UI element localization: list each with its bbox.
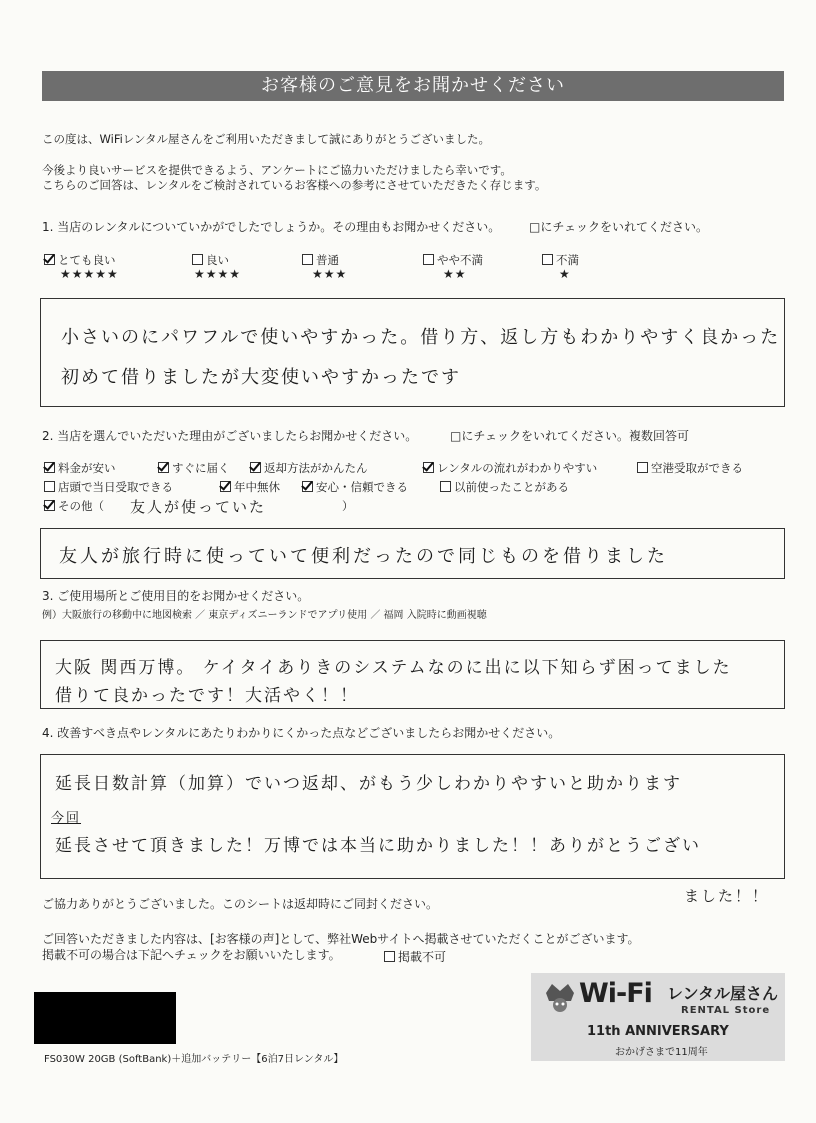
q1-stars-1: ★ bbox=[559, 267, 571, 281]
q2-other-close: ） bbox=[342, 499, 354, 513]
q1-option-good[interactable]: 良い bbox=[192, 252, 229, 268]
q1-stars-3: ★★★ bbox=[312, 267, 348, 281]
q4-answer-line-2: 延長させて頂きました！万博では本当に助かりました！！ありがとうござい bbox=[55, 836, 701, 856]
q2-option-price[interactable]: 料金が安い bbox=[44, 460, 116, 476]
checkbox-checked-icon[interactable] bbox=[220, 481, 231, 492]
q2-option-clear-flow[interactable]: レンタルの流れがわかりやすい bbox=[423, 460, 597, 476]
checkbox-checked-icon[interactable] bbox=[302, 481, 313, 492]
q2-question: 2. 当店を選んでいただいた理由がございましたらお聞かせください。 bbox=[42, 429, 418, 443]
q1-answer-box[interactable] bbox=[40, 298, 785, 407]
checkbox-icon[interactable] bbox=[542, 254, 553, 265]
q1-option-dissatisfied[interactable]: 不満 bbox=[542, 252, 579, 268]
q2-option-other[interactable]: その他（ bbox=[44, 498, 104, 514]
q1-hint: □にチェックをいれてください。 bbox=[529, 220, 708, 234]
intro-line-2: 今後より良いサービスを提供できるよう、アンケートにご協力いただけましたら幸いです。 bbox=[42, 163, 512, 177]
q4-question: 4. 改善すべき点やレンタルにあたりわかりにくかった点などございましたらお聞かせください。 bbox=[42, 726, 561, 740]
q3-answer-line-1: 大阪 関西万博。 ケイタイありきのシステムなのに出に以下知らず困ってました bbox=[55, 658, 732, 678]
checkbox-icon[interactable] bbox=[192, 254, 203, 265]
checkbox-checked-icon[interactable] bbox=[44, 500, 55, 511]
checkbox-checked-icon[interactable] bbox=[44, 462, 55, 473]
q4-answer-line-3: ました！！ bbox=[684, 887, 770, 905]
q3-example: 例）大阪旅行の移動中に地図検索 ／ 東京ディズニーランドでアプリ使用 ／ 福岡 入院時に動画視聴 bbox=[42, 610, 487, 621]
checkbox-icon[interactable] bbox=[44, 481, 55, 492]
q2-option-used-before[interactable]: 以前使ったことがある bbox=[440, 479, 569, 495]
q2-option-airport-pickup[interactable]: 空港受取ができる bbox=[637, 460, 743, 476]
q1-option-very-good[interactable]: とても良い bbox=[44, 252, 116, 268]
q3-answer-box[interactable] bbox=[40, 640, 785, 709]
q2-option-trustworthy[interactable]: 安心・信頼できる bbox=[302, 479, 408, 495]
logo-rental-text: レンタル屋さん bbox=[667, 984, 778, 1003]
page-title: お客様のご意見をお聞かせください bbox=[42, 71, 784, 101]
logo-okage-text: おかげさまで11周年 bbox=[615, 1047, 708, 1058]
publish-optout-notice: 掲載不可の場合は下記へチェックをお願いいたします。 bbox=[42, 948, 341, 962]
checkbox-checked-icon[interactable] bbox=[158, 462, 169, 473]
q2-option-fast-delivery[interactable]: すぐに届く bbox=[158, 460, 230, 476]
publish-notice: ご回答いただきました内容は、[お客様の声]として、弊社Webサイトへ掲載させていただくことがございます。 bbox=[42, 932, 640, 946]
product-info: FS030W 20GB (SoftBank)＋追加バッテリー【6泊7日レンタル】 bbox=[44, 1054, 344, 1065]
intro-line-1: この度は、WiFiレンタル屋さんをご利用いただきまして誠にありがとうございました。 bbox=[42, 132, 491, 146]
q1-answer-line-1: 小さいのにパワフルで使いやすかった。借り方、返し方もわかりやすく良かった bbox=[61, 327, 781, 348]
q1-stars-5: ★★★★★ bbox=[60, 267, 119, 281]
q1-question: 1. 当店のレンタルについていかがでしたでしょうか。その理由もお聞かせください。 bbox=[42, 220, 501, 234]
logo-store-text: RENTAL Store bbox=[681, 1005, 771, 1016]
q2-answer: 友人が旅行時に使っていて便利だったので同じものを借りました bbox=[59, 546, 668, 567]
checkbox-checked-icon[interactable] bbox=[250, 462, 261, 473]
intro-line-3: こちらのご回答は、レンタルをご検討されているお客様への参考にさせていただきたく存じます。 bbox=[42, 178, 547, 192]
logo-anniversary-text: 11th ANNIVERSARY bbox=[587, 1024, 729, 1039]
thanks-text: ご協力ありがとうございました。このシートは返却時にご同封ください。 bbox=[42, 897, 439, 911]
q1-option-somewhat-dissatisfied[interactable]: やや不満 bbox=[423, 252, 483, 268]
checkbox-checked-icon[interactable] bbox=[423, 462, 434, 473]
checkbox-checked-icon[interactable] bbox=[44, 254, 55, 265]
q1-answer-line-2: 初めて借りましたが大変使いやすかったです bbox=[61, 367, 461, 388]
checkbox-icon[interactable] bbox=[637, 462, 648, 473]
no-publish-checkbox[interactable]: 掲載不可 bbox=[384, 948, 446, 965]
crown-mascot-icon bbox=[543, 981, 577, 1013]
redacted-block bbox=[34, 992, 176, 1044]
q2-option-open-all-year[interactable]: 年中無休 bbox=[220, 479, 280, 495]
q1-stars-2: ★★ bbox=[443, 267, 467, 281]
checkbox-icon[interactable] bbox=[440, 481, 451, 492]
q2-hint: □にチェックをいれてください。複数回答可 bbox=[450, 429, 689, 443]
brand-logo bbox=[531, 973, 785, 1061]
q4-answer-box[interactable] bbox=[40, 754, 785, 879]
q3-answer-line-2: 借りて良かったです！大活やく！！ bbox=[55, 686, 359, 706]
q1-option-average[interactable]: 普通 bbox=[302, 252, 339, 268]
checkbox-icon[interactable] bbox=[423, 254, 434, 265]
q2-option-same-day-store[interactable]: 店頭で当日受取できる bbox=[44, 479, 173, 495]
logo-wifi-text: Wi-Fi bbox=[579, 978, 652, 1009]
q4-answer-line-1: 延長日数計算（加算）でいつ返却、がもう少しわかりやすいと助かります bbox=[55, 774, 682, 794]
q2-other-text: 友人が使っていた bbox=[130, 498, 267, 516]
q3-question: 3. ご使用場所とご使用目的をお聞かせください。 bbox=[42, 589, 310, 603]
q1-stars-4: ★★★★ bbox=[194, 267, 242, 281]
q4-answer-note: 今回 bbox=[51, 811, 82, 826]
checkbox-icon[interactable] bbox=[384, 951, 395, 962]
q2-option-easy-return[interactable]: 返却方法がかんたん bbox=[250, 460, 368, 476]
q2-answer-box[interactable] bbox=[40, 528, 785, 579]
checkbox-icon[interactable] bbox=[302, 254, 313, 265]
